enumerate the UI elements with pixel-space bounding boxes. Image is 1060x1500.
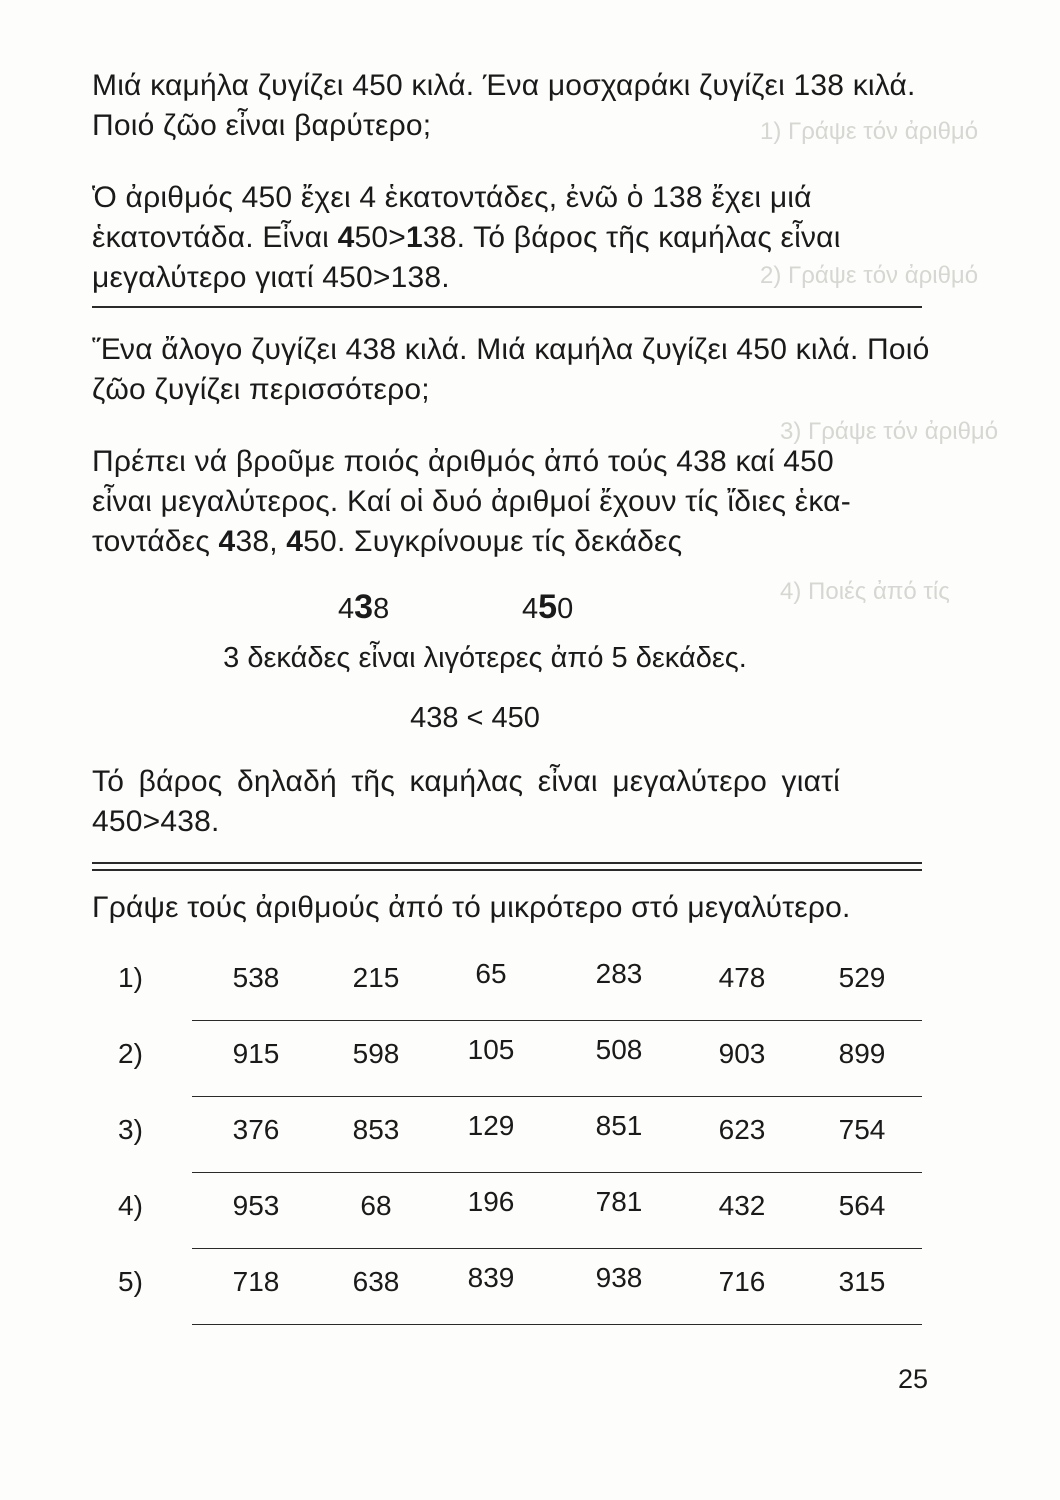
digit: 4	[522, 593, 539, 625]
answer-line[interactable]	[192, 1172, 922, 1173]
answer-line[interactable]	[192, 1248, 922, 1249]
intro-answer-text: 50>	[354, 221, 406, 254]
exercise-number: 529	[838, 962, 886, 993]
exercise-number: 839	[467, 1262, 515, 1293]
section-divider	[92, 306, 922, 308]
digit: 4	[338, 593, 355, 625]
intro-question: Μιά καμήλα ζυγίζει 450 κιλά. Ένα μοσχαράκι ζυγίζει 138 κιλά. Ποιό ζῶο εἶναι βαρύτερο;	[92, 69, 916, 142]
exercise-number: 215	[352, 962, 400, 993]
exercise-number: 376	[232, 1114, 280, 1145]
exercise-number: 903	[718, 1038, 766, 1069]
exercise-number: 538	[232, 962, 280, 993]
exercise-number: 508	[595, 1034, 643, 1065]
digit: 8	[373, 593, 390, 625]
hundreds-digit-highlight: 4	[286, 525, 304, 558]
exercise-number: 65	[475, 958, 507, 989]
exercise-number: 598	[352, 1038, 400, 1069]
exercise-number: 105	[467, 1034, 515, 1065]
hundreds-digit-highlight: 4	[218, 525, 236, 558]
exercise-number: 853	[352, 1114, 400, 1145]
exercise-row-label: 4)	[118, 1190, 143, 1221]
show-through-text: 3) Γράψε τόν ἀριθμό	[780, 418, 999, 445]
show-through-text: 2) Γράψε τόν ἀριθμό	[760, 262, 979, 289]
exercise-instruction: Γράψε τούς ἀριθμούς ἀπό τό μικρότερο στό μεγαλύτερο.	[92, 891, 851, 924]
answer-line[interactable]	[192, 1020, 922, 1021]
explain-text: 38,	[235, 525, 287, 558]
exercise-number: 781	[595, 1186, 643, 1217]
answer-line[interactable]	[192, 1324, 922, 1325]
intro-answer-text: ἑκατοντάδα. Εἶναι	[92, 221, 338, 254]
page-number: 25	[898, 1364, 929, 1394]
exercise-number: 564	[838, 1190, 886, 1221]
digit: 0	[557, 593, 574, 625]
explain-line3	[92, 522, 932, 562]
hundreds-digit-highlight: 4	[337, 221, 355, 254]
explain-line2: εἶναι μεγαλύτερος. Καί οἱ δυό ἀριθμοί ἔχουν τίς ἴδιες ἑκα-	[92, 485, 851, 518]
section-divider	[92, 869, 922, 871]
exercise-number: 851	[595, 1110, 643, 1141]
exercise-number: 899	[838, 1038, 886, 1069]
show-through-text: 4) Ποιές ἀπό τίς	[780, 578, 950, 605]
exercise-row-label: 5)	[118, 1266, 143, 1297]
intro-answer-line2	[92, 218, 932, 258]
intro-answer-line3: μεγαλύτερο γιατί 450>138.	[92, 261, 450, 294]
exercise-row-label: 3)	[118, 1114, 143, 1145]
show-through-text: 1) Γράψε τόν ἀριθμό	[760, 118, 979, 145]
intro-answer-line1: Ὁ ἀριθμός 450 ἔχει 4 ἑκατοντάδες, ἐνῶ ὁ 138 ἔχει μιά	[92, 181, 812, 214]
exercise-number: 478	[718, 962, 766, 993]
exercise-number: 432	[718, 1190, 766, 1221]
comparison-expression: 438 < 450	[410, 702, 540, 734]
exercise-number: 716	[718, 1266, 766, 1297]
exercise-number: 938	[595, 1262, 643, 1293]
number-450-tens-emphasis	[522, 588, 573, 627]
intro-answer-text: 38. Τό βάρος τῆς καμήλας εἶναι	[422, 221, 841, 254]
section-divider	[92, 862, 922, 864]
tens-comparison-sentence: 3 δεκάδες εἶναι λιγότερες ἀπό 5 δεκάδες.	[223, 642, 747, 674]
exercise-number: 915	[232, 1038, 280, 1069]
second-question: Ἕνα ἄλογο ζυγίζει 438 κιλά. Μιά καμήλα ζυγίζει 450 κιλά. Ποιό ζῶο ζυγίζει περισσότερο;	[92, 333, 930, 406]
exercise-row-label: 2)	[118, 1038, 143, 1069]
exercise-number: 68	[360, 1190, 392, 1221]
tens-digit-emphasis: 3	[354, 588, 374, 626]
explain-text: 50. Συγκρίνουμε τίς δεκάδες	[303, 525, 683, 558]
exercise-number: 196	[467, 1186, 515, 1217]
exercise-number: 623	[718, 1114, 766, 1145]
exercise-number: 638	[352, 1266, 400, 1297]
hundreds-digit-highlight: 1	[405, 221, 423, 254]
exercise-number: 718	[232, 1266, 280, 1297]
exercise-number: 754	[838, 1114, 886, 1145]
answer-line[interactable]	[192, 1096, 922, 1097]
conclusion: Τό βάρος δηλαδή τῆς καμήλας εἶναι μεγαλύτερο γιατί 450>438.	[92, 765, 841, 838]
explain-text: τοντάδες	[92, 525, 219, 558]
tens-digit-emphasis: 5	[538, 588, 558, 626]
exercise-row-label: 1)	[118, 962, 143, 993]
explain-line1: Πρέπει νά βροῦμε ποιός ἀριθμός ἀπό τούς 438 καί 450	[92, 445, 834, 478]
exercise-number: 283	[595, 958, 643, 989]
exercise-number: 129	[467, 1110, 515, 1141]
exercise-number: 953	[232, 1190, 280, 1221]
number-438-tens-emphasis	[338, 588, 389, 627]
exercise-number: 315	[838, 1266, 886, 1297]
